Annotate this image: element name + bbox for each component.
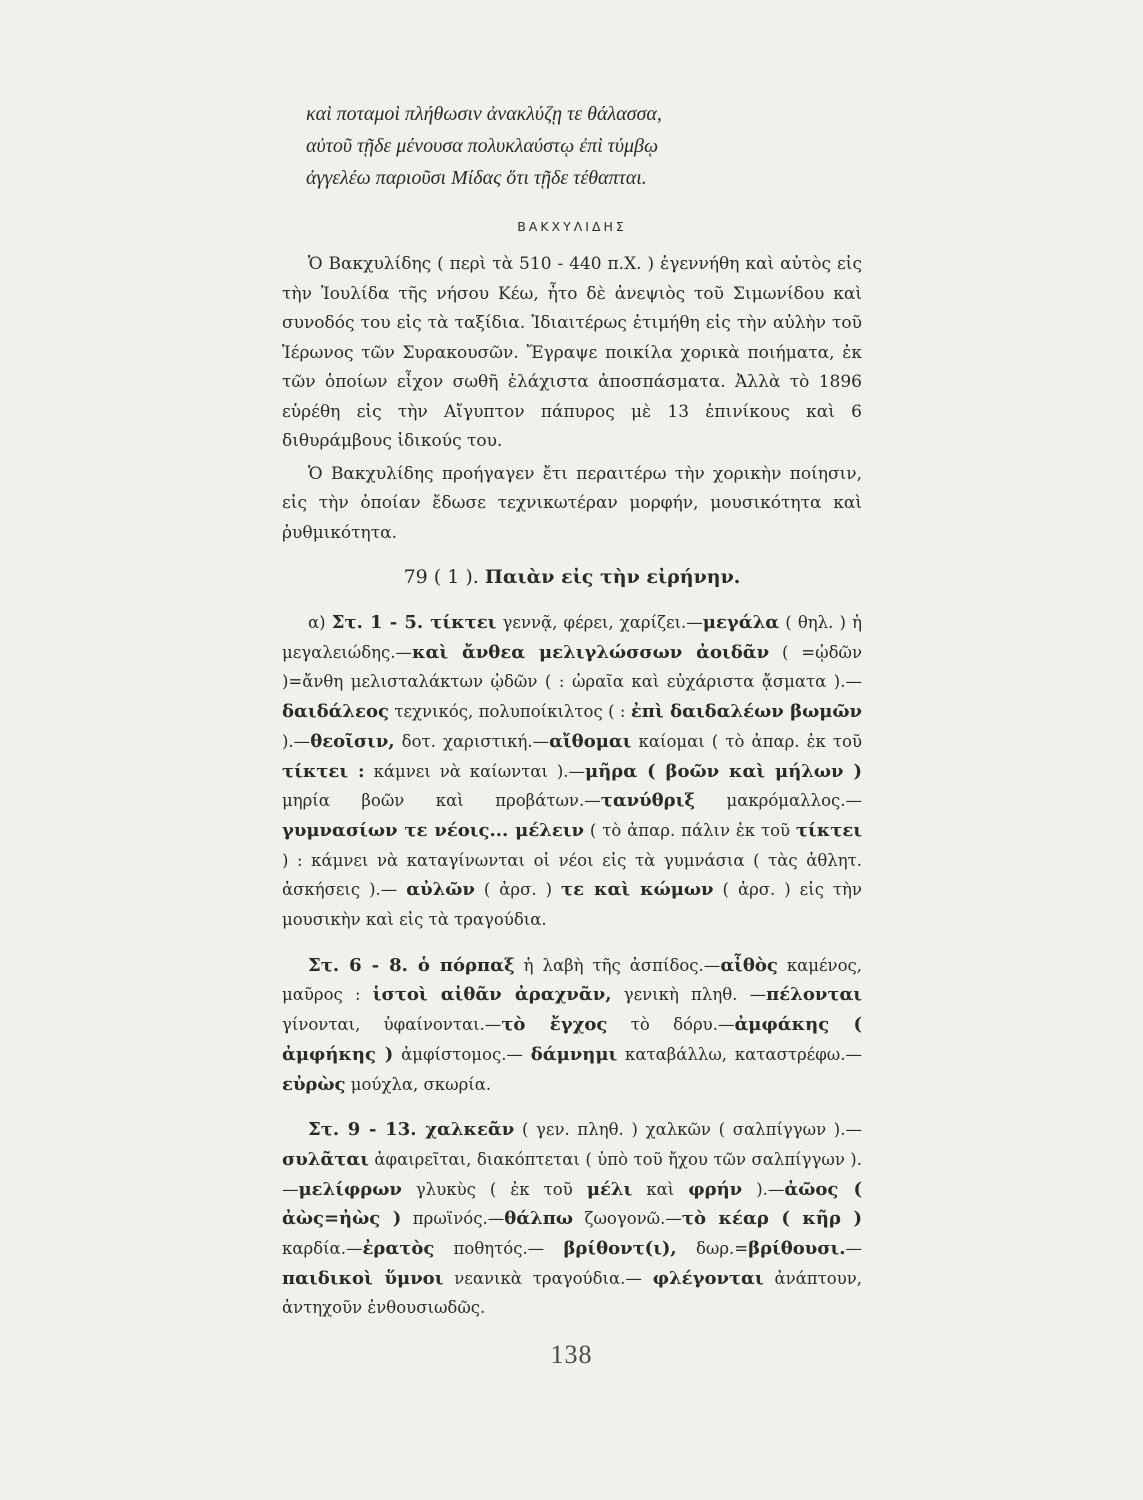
note-text: καὶ bbox=[632, 1179, 689, 1199]
note-term: ἐπὶ δαιδαλέων βωμῶν bbox=[630, 701, 863, 723]
note-text: ( θηλ. ) ἡ μεγαλειώδης.— bbox=[282, 613, 862, 662]
note-text: καίομαι ( τὸ ἀπαρ. ἐκ τοῦ bbox=[631, 731, 862, 751]
note-term: φλέγονται bbox=[652, 1267, 764, 1289]
note-text: γλυκὺς ( ἐκ τοῦ bbox=[401, 1179, 587, 1199]
note-term: ἀῶος ( ἀὼς=ἠὼς ) bbox=[282, 1178, 862, 1230]
note-text: μηρία βοῶν καὶ προβάτων.— bbox=[282, 791, 601, 811]
note-term: γυμνασίων τε νέοις... μέλειν bbox=[282, 819, 585, 841]
note-term: συλᾶται bbox=[282, 1148, 369, 1170]
note-term: μελίφρων bbox=[298, 1178, 402, 1200]
poem-line: καὶ ποταμοὶ πλήθωσιν ἀνακλύζῃ τε θάλασσα, bbox=[306, 103, 662, 125]
note-text: ).— bbox=[282, 731, 311, 751]
note-term: αἶθὸς bbox=[720, 954, 778, 976]
note-text: ) : κάμνει νὰ καταγίνωνται οἱ νέοι εἰς τὰ γυμνάσια ( τὰς ἀθλητ. ἀσκήσεις ).— bbox=[282, 850, 862, 900]
note-term: Στ. 1 - 5. τίκτει bbox=[331, 612, 497, 633]
note-text: ἀμφίστομος.— bbox=[393, 1044, 531, 1064]
note-term: δαιδάλεος bbox=[282, 701, 389, 723]
note-text: ( =ᾠδῶν )=ἄνθη μελισταλάκτων ᾠδῶν ( : ὡραῖα καὶ εὐχάριστα ᾄσματα ).— bbox=[282, 642, 862, 692]
section-number: 79 ( 1 ). bbox=[403, 566, 479, 588]
author-heading: ΒΑΚΧΥΛΙΔΗΣ bbox=[517, 219, 627, 234]
note-term: φρήν bbox=[688, 1178, 743, 1200]
note-text: μούχλα, σκωρία. bbox=[345, 1074, 492, 1094]
note-text: καμένος, μαῦρος : bbox=[282, 955, 863, 1005]
note-term: καὶ ἄνθεα μελιγλώσσων ἀοιδᾶν bbox=[412, 641, 770, 663]
note-term: εὐρὼς bbox=[282, 1073, 346, 1095]
poem-line: αὐτοῦ τῇδε μένουσα πολυκλαύστῳ ἐπὶ τύμβῳ bbox=[306, 135, 659, 157]
note-text: κάμνει νὰ καίωνται ).— bbox=[364, 761, 586, 781]
note-text: καρδία.— bbox=[282, 1239, 363, 1259]
note-term: τε καὶ κώμων bbox=[561, 879, 714, 901]
note-text: τὸ δόρυ.— bbox=[607, 1015, 735, 1035]
note-text: γεννᾷ, φέρει, χαρίζει.— bbox=[496, 613, 703, 632]
note-text: ).— bbox=[742, 1179, 785, 1199]
biography-paragraph: Ὁ Βακχυλίδης προήγαγεν ἔτι περαιτέρω τὴν χορικὴν ποίησιν, εἰς τὴν ὁποίαν ἔδωσε τεχνικωτέραν μορφήν, μουσικότητα καὶ ῥυθμικότητα. bbox=[282, 463, 862, 543]
note-term: μέλι bbox=[586, 1178, 633, 1200]
note-text: ( ἀρσ. ) εἰς τὴν μουσικὴν καὶ εἰς τὰ τραγούδια. bbox=[282, 880, 862, 930]
section-title bbox=[282, 562, 862, 592]
note-term: αὐλῶν bbox=[406, 879, 475, 901]
note-term: αἴθομαι bbox=[549, 730, 632, 752]
note-text: νεανικὰ τραγούδια.— bbox=[443, 1268, 653, 1288]
note-text: — bbox=[845, 1239, 862, 1259]
note-term: θάλπω bbox=[504, 1208, 574, 1230]
note-text: ζωογονῶ.— bbox=[573, 1209, 682, 1229]
note-text: ἡ λαβὴ τῆς ἀσπίδος.— bbox=[514, 955, 721, 975]
note-text: δοτ. χαριστική.— bbox=[394, 731, 550, 751]
note-text: καταβάλλω, καταστρέφω.— bbox=[617, 1044, 862, 1064]
note-term: μῆρα ( βοῶν καὶ μήλων ) bbox=[585, 760, 862, 782]
note-term: θεοῖσιν, bbox=[310, 730, 395, 752]
section-heading: Παιὰν εἰς τὴν εἰρήνην. bbox=[484, 566, 741, 588]
note-term: τίκτει : bbox=[282, 760, 365, 782]
note-text: ( γεν. πληθ. ) χαλκῶν ( σαλπίγγων ).— bbox=[514, 1120, 862, 1140]
note-text: ( τὸ ἀπαρ. πάλιν ἐκ τοῦ bbox=[584, 820, 796, 840]
note-text: πρωϊνός.— bbox=[401, 1209, 505, 1229]
note-text: α) bbox=[308, 613, 332, 632]
note-text: ἀνάπτουν, ἀντηχοῦν ἐνθουσιωδῶς. bbox=[282, 1268, 863, 1318]
note-term: τανύθριξ bbox=[600, 790, 696, 812]
note-term: μεγάλα bbox=[702, 612, 780, 633]
note-text: γενικὴ πληθ. — bbox=[611, 985, 767, 1005]
notes-paragraph bbox=[282, 1115, 862, 1323]
notes-paragraph bbox=[282, 608, 862, 935]
note-text: γίνονται, ὑφαίνονται.— bbox=[282, 1015, 502, 1035]
note-text: ( ἀρσ. ) bbox=[474, 880, 561, 900]
poem-excerpt bbox=[282, 98, 862, 194]
note-term: τὸ ἔγχος bbox=[501, 1014, 608, 1036]
note-term: τίκτει bbox=[795, 819, 862, 841]
note-text: μακρόμαλλος.— bbox=[695, 791, 862, 811]
note-term: ἱστοὶ αἰθᾶν ἀραχνᾶν, bbox=[372, 984, 612, 1006]
note-term: Στ. 6 - 8. ὁ πόρπαξ bbox=[308, 954, 515, 976]
note-text: δωρ.= bbox=[676, 1239, 749, 1259]
note-text: ποθητός.— bbox=[434, 1239, 564, 1259]
biography-paragraph: Ὁ Βακχυλίδης ( περὶ τὰ 510 - 440 π.Χ. ) ἐγεννήθη καὶ αὐτὸς εἰς τὴν Ἰουλίδα τῆς νήσου Κέω, ἦτο δὲ ἀνεψιὸς τοῦ Σιμωνίδου καὶ συνοδός του εἰς τὰ ταξίδια. Ἰδιαιτέρως ἐτιμήθη εἰς τὴν αὐλὴν τοῦ Ἱέρωνος τῶν Συρακουσῶν. Ἔγραψε ποικίλα χορικὰ ποιήματα, ἐκ τῶν ὁποίων εἶχον σωθῆ ἐλάχιστα ἀποσπάσματα. Ἀλλὰ τὸ 1896 εὑρέθη εἰς τὴν Αἴγυπτον πάπυρος μὲ 13 ἐπινίκους καὶ 6 διθυράμβους ἰδικούς του. bbox=[282, 254, 862, 451]
note-text: ἀφαιρεῖται, διακόπτεται ( ὑπὸ τοῦ ἤχου τῶν σαλπίγγων ).— bbox=[282, 1149, 862, 1199]
note-term: δάμνημι bbox=[530, 1043, 618, 1065]
note-term: Στ. 9 - 13. χαλκεᾶν bbox=[308, 1119, 515, 1141]
note-term: βρίθουσι. bbox=[748, 1238, 846, 1260]
note-term: πέλονται bbox=[766, 984, 862, 1006]
note-term: ἀμφάκης ( ἀμφήκης ) bbox=[282, 1014, 863, 1065]
page-body bbox=[282, 98, 862, 1323]
poem-line: ἀγγελέω παριοῦσι Μίδας ὅτι τῇδε τέθαπται. bbox=[306, 167, 647, 189]
page-number: 138 bbox=[550, 1340, 593, 1369]
notes-paragraph bbox=[282, 951, 862, 1100]
note-term: παιδικοὶ ὕμνοι bbox=[282, 1267, 444, 1289]
note-term: ἐρατὸς bbox=[362, 1238, 435, 1260]
note-term: βρίθοντ(ι), bbox=[563, 1238, 677, 1260]
note-text: τεχνικός, πολυποίκιλτος ( : bbox=[388, 702, 631, 722]
note-term: τὸ κέαρ ( κῆρ ) bbox=[681, 1208, 862, 1230]
